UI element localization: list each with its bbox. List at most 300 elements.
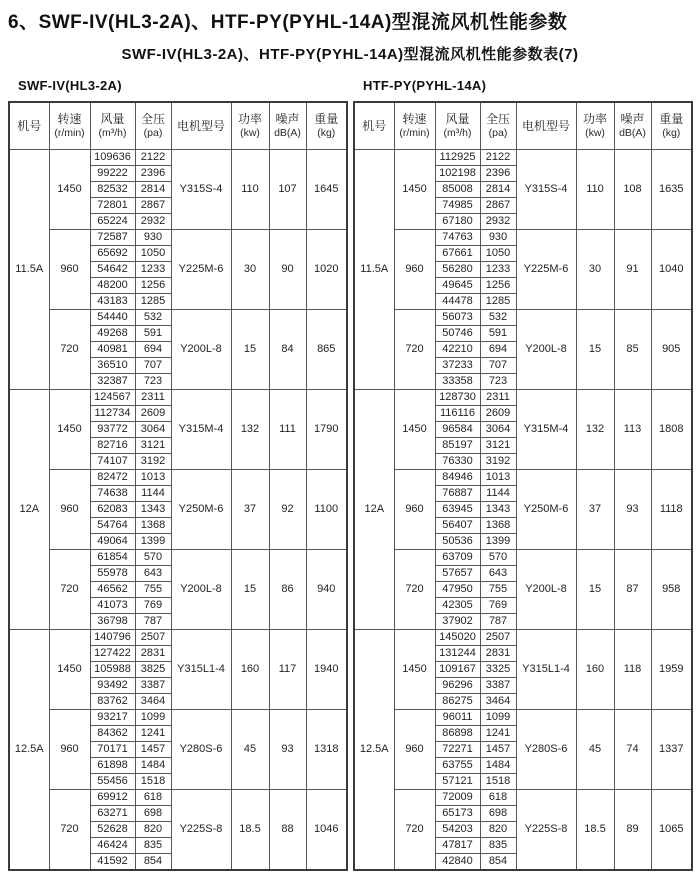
cell-air-flow: 140796	[90, 630, 135, 646]
column-header	[516, 102, 576, 150]
cell-air-flow: 54440	[90, 310, 135, 326]
cell-pressure: 1013	[480, 470, 516, 486]
column-header	[231, 102, 269, 150]
cell-pressure: 532	[480, 310, 516, 326]
cell-weight: 1118	[651, 470, 692, 550]
cell-air-flow: 52628	[90, 822, 135, 838]
cell-air-flow: 55978	[90, 566, 135, 582]
cell-motor-model: Y315M-4	[516, 390, 576, 470]
cell-power: 15	[576, 550, 614, 630]
cell-pressure: 643	[480, 566, 516, 582]
cell-air-flow: 84946	[435, 470, 480, 486]
cell-machine-size: 12A	[354, 390, 394, 630]
table-row	[9, 310, 347, 326]
column-header-unit: (kw)	[585, 127, 605, 139]
cell-speed: 1450	[394, 630, 435, 710]
column-header-main: 噪声	[275, 112, 300, 126]
cell-motor-model: Y315M-4	[171, 390, 231, 470]
fan-spec-table-swf	[8, 101, 348, 871]
cell-air-flow: 128730	[435, 390, 480, 406]
cell-air-flow: 40981	[90, 342, 135, 358]
cell-speed: 960	[394, 710, 435, 790]
cell-air-flow: 69912	[90, 790, 135, 806]
cell-air-flow: 56073	[435, 310, 480, 326]
cell-power: 15	[231, 310, 269, 390]
cell-power: 15	[576, 310, 614, 390]
table-row	[354, 150, 692, 166]
table-row	[9, 470, 347, 486]
cell-pressure: 2932	[135, 214, 171, 230]
cell-air-flow: 112734	[90, 406, 135, 422]
cell-machine-size: 12.5A	[354, 630, 394, 871]
cell-power: 30	[576, 230, 614, 310]
cell-pressure: 2311	[480, 390, 516, 406]
cell-pressure: 3064	[135, 422, 171, 438]
table-row	[354, 630, 692, 646]
cell-pressure: 2507	[480, 630, 516, 646]
cell-pressure: 1241	[135, 726, 171, 742]
table-row	[354, 550, 692, 566]
cell-air-flow: 116116	[435, 406, 480, 422]
cell-pressure: 694	[480, 342, 516, 358]
cell-motor-model: Y225S-8	[171, 790, 231, 871]
cell-pressure: 1457	[135, 742, 171, 758]
cell-pressure: 3064	[480, 422, 516, 438]
cell-air-flow: 56280	[435, 262, 480, 278]
cell-power: 132	[576, 390, 614, 470]
column-header	[135, 102, 171, 150]
cell-noise: 88	[269, 790, 306, 871]
cell-pressure: 1368	[480, 518, 516, 534]
cell-pressure: 1343	[480, 502, 516, 518]
cell-pressure: 707	[480, 358, 516, 374]
cell-pressure: 1256	[135, 278, 171, 294]
cell-speed: 720	[49, 790, 90, 871]
cell-pressure: 570	[480, 550, 516, 566]
cell-air-flow: 85197	[435, 438, 480, 454]
cell-pressure: 3192	[135, 454, 171, 470]
cell-air-flow: 41592	[90, 854, 135, 871]
cell-air-flow: 42210	[435, 342, 480, 358]
column-header-main: 功率	[582, 112, 607, 126]
cell-machine-size: 12A	[9, 390, 49, 630]
cell-weight: 1337	[651, 710, 692, 790]
cell-air-flow: 109167	[435, 662, 480, 678]
cell-air-flow: 61898	[90, 758, 135, 774]
cell-motor-model: Y225S-8	[516, 790, 576, 871]
cell-weight: 1040	[651, 230, 692, 310]
cell-pressure: 3387	[135, 678, 171, 694]
cell-air-flow: 54642	[90, 262, 135, 278]
cell-air-flow: 50746	[435, 326, 480, 342]
cell-pressure: 1013	[135, 470, 171, 486]
cell-air-flow: 54203	[435, 822, 480, 838]
cell-air-flow: 32387	[90, 374, 135, 390]
table-label-htf: HTF-PY(PYHL-14A)	[363, 78, 487, 93]
cell-pressure: 1484	[480, 758, 516, 774]
cell-pressure: 1285	[480, 294, 516, 310]
column-header-main: 机号	[362, 118, 387, 133]
cell-air-flow: 105988	[90, 662, 135, 678]
cell-speed: 720	[49, 550, 90, 630]
cell-air-flow: 56407	[435, 518, 480, 534]
cell-power: 37	[231, 470, 269, 550]
cell-air-flow: 42840	[435, 854, 480, 871]
cell-pressure: 643	[135, 566, 171, 582]
cell-motor-model: Y280S-6	[171, 710, 231, 790]
table-row	[354, 470, 692, 486]
column-header	[394, 102, 435, 150]
cell-air-flow: 65224	[90, 214, 135, 230]
cell-noise: 90	[269, 230, 306, 310]
cell-pressure: 1484	[135, 758, 171, 774]
cell-weight: 1645	[306, 150, 347, 230]
cell-air-flow: 57121	[435, 774, 480, 790]
cell-noise: 108	[614, 150, 651, 230]
column-header-unit: dB(A)	[619, 127, 646, 139]
cell-pressure: 1241	[480, 726, 516, 742]
cell-pressure: 2867	[480, 198, 516, 214]
table-label-swf: SWF-IV(HL3-2A)	[18, 78, 122, 93]
cell-pressure: 694	[135, 342, 171, 358]
cell-air-flow: 63945	[435, 502, 480, 518]
cell-pressure: 2311	[135, 390, 171, 406]
column-header-main: 风量	[445, 112, 470, 126]
cell-pressure: 2122	[135, 150, 171, 166]
cell-air-flow: 50536	[435, 534, 480, 550]
cell-pressure: 3387	[480, 678, 516, 694]
cell-air-flow: 96296	[435, 678, 480, 694]
cell-power: 110	[576, 150, 614, 230]
cell-air-flow: 37902	[435, 614, 480, 630]
cell-pressure: 723	[480, 374, 516, 390]
cell-pressure: 3464	[135, 694, 171, 710]
cell-air-flow: 36798	[90, 614, 135, 630]
column-header	[9, 102, 49, 150]
cell-pressure: 755	[480, 582, 516, 598]
cell-pressure: 2609	[480, 406, 516, 422]
table-row	[354, 310, 692, 326]
cell-power: 18.5	[576, 790, 614, 871]
cell-motor-model: Y200L-8	[516, 310, 576, 390]
column-header-unit: (kg)	[662, 127, 681, 139]
column-header	[171, 102, 231, 150]
cell-pressure: 1518	[135, 774, 171, 790]
cell-motor-model: Y315L1-4	[171, 630, 231, 710]
cell-pressure: 3464	[480, 694, 516, 710]
cell-pressure: 698	[135, 806, 171, 822]
cell-weight: 1808	[651, 390, 692, 470]
cell-pressure: 1233	[135, 262, 171, 278]
table-row	[354, 390, 692, 406]
cell-weight: 958	[651, 550, 692, 630]
cell-pressure: 570	[135, 550, 171, 566]
cell-speed: 1450	[49, 390, 90, 470]
cell-pressure: 2932	[480, 214, 516, 230]
table-block-htf	[353, 78, 692, 871]
cell-pressure: 930	[135, 230, 171, 246]
cell-air-flow: 65173	[435, 806, 480, 822]
cell-pressure: 755	[135, 582, 171, 598]
cell-pressure: 2831	[480, 646, 516, 662]
cell-air-flow: 44478	[435, 294, 480, 310]
cell-speed: 1450	[49, 630, 90, 710]
column-header-main: 噪声	[620, 112, 645, 126]
cell-weight: 940	[306, 550, 347, 630]
cell-pressure: 787	[135, 614, 171, 630]
table-row	[354, 710, 692, 726]
cell-speed: 720	[394, 310, 435, 390]
cell-pressure: 3825	[135, 662, 171, 678]
cell-air-flow: 47817	[435, 838, 480, 854]
cell-pressure: 1399	[480, 534, 516, 550]
column-header-main: 转速	[402, 112, 427, 126]
cell-air-flow: 127422	[90, 646, 135, 662]
cell-pressure: 854	[480, 854, 516, 871]
cell-pressure: 930	[480, 230, 516, 246]
cell-speed: 960	[394, 230, 435, 310]
cell-speed: 1450	[49, 150, 90, 230]
cell-air-flow: 41073	[90, 598, 135, 614]
column-header-main: 全压	[140, 112, 165, 126]
cell-pressure: 1256	[480, 278, 516, 294]
cell-speed: 1450	[394, 150, 435, 230]
cell-pressure: 591	[135, 326, 171, 342]
cell-air-flow: 49064	[90, 534, 135, 550]
table-row	[354, 790, 692, 806]
column-header	[306, 102, 347, 150]
cell-pressure: 3192	[480, 454, 516, 470]
cell-motor-model: Y225M-6	[171, 230, 231, 310]
cell-air-flow: 93217	[90, 710, 135, 726]
cell-motor-model: Y315L1-4	[516, 630, 576, 710]
cell-air-flow: 47950	[435, 582, 480, 598]
cell-noise: 84	[269, 310, 306, 390]
page-title: 6、SWF-IV(HL3-2A)、HTF-PY(PYHL-14A)型混流风机性能参数	[8, 12, 568, 33]
cell-air-flow: 131244	[435, 646, 480, 662]
cell-weight: 1940	[306, 630, 347, 710]
cell-noise: 85	[614, 310, 651, 390]
cell-air-flow: 72801	[90, 198, 135, 214]
cell-pressure: 707	[135, 358, 171, 374]
cell-pressure: 618	[480, 790, 516, 806]
cell-pressure: 854	[135, 854, 171, 871]
cell-pressure: 1099	[480, 710, 516, 726]
cell-pressure: 2122	[480, 150, 516, 166]
cell-noise: 89	[614, 790, 651, 871]
table-row	[9, 550, 347, 566]
cell-air-flow: 93772	[90, 422, 135, 438]
cell-pressure: 2814	[135, 182, 171, 198]
column-header	[435, 102, 480, 150]
column-header-main: 重量	[314, 112, 339, 126]
cell-pressure: 723	[135, 374, 171, 390]
cell-air-flow: 109636	[90, 150, 135, 166]
cell-weight: 1318	[306, 710, 347, 790]
cell-weight: 1959	[651, 630, 692, 710]
cell-air-flow: 86275	[435, 694, 480, 710]
cell-air-flow: 62083	[90, 502, 135, 518]
cell-power: 37	[576, 470, 614, 550]
cell-noise: 113	[614, 390, 651, 470]
cell-power: 45	[231, 710, 269, 790]
column-header-main: 全压	[485, 112, 510, 126]
cell-machine-size: 12.5A	[9, 630, 49, 871]
cell-power: 110	[231, 150, 269, 230]
cell-motor-model: Y200L-8	[516, 550, 576, 630]
cell-noise: 92	[269, 470, 306, 550]
column-header-unit: (kg)	[317, 127, 336, 139]
cell-noise: 117	[269, 630, 306, 710]
cell-air-flow: 49645	[435, 278, 480, 294]
cell-air-flow: 46562	[90, 582, 135, 598]
cell-air-flow: 86898	[435, 726, 480, 742]
cell-air-flow: 72009	[435, 790, 480, 806]
cell-air-flow: 96584	[435, 422, 480, 438]
cell-air-flow: 65692	[90, 246, 135, 262]
cell-air-flow: 72587	[90, 230, 135, 246]
cell-air-flow: 82532	[90, 182, 135, 198]
column-header-unit: (m³/h)	[98, 127, 127, 139]
cell-weight: 1635	[651, 150, 692, 230]
cell-noise: 111	[269, 390, 306, 470]
cell-air-flow: 63271	[90, 806, 135, 822]
cell-air-flow: 74985	[435, 198, 480, 214]
cell-pressure: 1457	[480, 742, 516, 758]
cell-motor-model: Y315S-4	[171, 150, 231, 230]
cell-pressure: 1144	[480, 486, 516, 502]
cell-air-flow: 67180	[435, 214, 480, 230]
cell-pressure: 2396	[480, 166, 516, 182]
cell-air-flow: 33358	[435, 374, 480, 390]
cell-pressure: 820	[480, 822, 516, 838]
cell-air-flow: 82716	[90, 438, 135, 454]
cell-air-flow: 76330	[435, 454, 480, 470]
column-header	[49, 102, 90, 150]
cell-power: 30	[231, 230, 269, 310]
cell-air-flow: 61854	[90, 550, 135, 566]
cell-air-flow: 72271	[435, 742, 480, 758]
cell-power: 45	[576, 710, 614, 790]
cell-air-flow: 55456	[90, 774, 135, 790]
cell-weight: 1046	[306, 790, 347, 871]
cell-air-flow: 124567	[90, 390, 135, 406]
cell-noise: 107	[269, 150, 306, 230]
column-header-unit: (m³/h)	[443, 127, 472, 139]
cell-air-flow: 84362	[90, 726, 135, 742]
cell-pressure: 3325	[480, 662, 516, 678]
cell-weight: 865	[306, 310, 347, 390]
table-row	[9, 150, 347, 166]
cell-pressure: 2396	[135, 166, 171, 182]
cell-pressure: 3121	[480, 438, 516, 454]
cell-air-flow: 93492	[90, 678, 135, 694]
cell-air-flow: 63755	[435, 758, 480, 774]
cell-air-flow: 57657	[435, 566, 480, 582]
column-header-main: 转速	[57, 112, 82, 126]
cell-speed: 960	[394, 470, 435, 550]
column-header	[614, 102, 651, 150]
cell-air-flow: 82472	[90, 470, 135, 486]
cell-air-flow: 36510	[90, 358, 135, 374]
cell-power: 160	[576, 630, 614, 710]
column-header	[269, 102, 306, 150]
cell-motor-model: Y200L-8	[171, 310, 231, 390]
cell-motor-model: Y280S-6	[516, 710, 576, 790]
cell-air-flow: 48200	[90, 278, 135, 294]
cell-air-flow: 145020	[435, 630, 480, 646]
table-row	[9, 230, 347, 246]
cell-noise: 74	[614, 710, 651, 790]
cell-pressure: 835	[135, 838, 171, 854]
cell-air-flow: 83762	[90, 694, 135, 710]
column-header-unit: (pa)	[488, 127, 508, 139]
cell-noise: 86	[269, 550, 306, 630]
cell-weight: 1020	[306, 230, 347, 310]
cell-motor-model: Y225M-6	[516, 230, 576, 310]
column-header	[576, 102, 614, 150]
cell-noise: 93	[614, 470, 651, 550]
column-header-main: 重量	[659, 112, 684, 126]
cell-pressure: 820	[135, 822, 171, 838]
column-header	[480, 102, 516, 150]
column-header-unit: (r/min)	[399, 127, 430, 139]
cell-machine-size: 11.5A	[354, 150, 394, 390]
cell-pressure: 1099	[135, 710, 171, 726]
table-block-swf	[8, 78, 347, 871]
cell-power: 160	[231, 630, 269, 710]
cell-pressure: 1050	[135, 246, 171, 262]
cell-pressure: 1285	[135, 294, 171, 310]
cell-air-flow: 70171	[90, 742, 135, 758]
cell-pressure: 2609	[135, 406, 171, 422]
column-header-main: 风量	[100, 112, 125, 126]
page-subtitle: SWF-IV(HL3-2A)、HTF-PY(PYHL-14A)型混流风机性能参数表(7)	[121, 46, 579, 63]
table-row	[9, 790, 347, 806]
column-header-unit: (pa)	[143, 127, 163, 139]
cell-air-flow: 96011	[435, 710, 480, 726]
cell-motor-model: Y250M-6	[171, 470, 231, 550]
cell-noise: 91	[614, 230, 651, 310]
column-header	[354, 102, 394, 150]
cell-weight: 905	[651, 310, 692, 390]
cell-motor-model: Y250M-6	[516, 470, 576, 550]
cell-pressure: 591	[480, 326, 516, 342]
cell-power: 132	[231, 390, 269, 470]
cell-air-flow: 76887	[435, 486, 480, 502]
cell-air-flow: 74763	[435, 230, 480, 246]
cell-pressure: 769	[135, 598, 171, 614]
cell-air-flow: 74638	[90, 486, 135, 502]
cell-pressure: 2507	[135, 630, 171, 646]
cell-pressure: 618	[135, 790, 171, 806]
column-header-unit: dB(A)	[274, 127, 301, 139]
cell-weight: 1065	[651, 790, 692, 871]
cell-air-flow: 49268	[90, 326, 135, 342]
table-row	[354, 230, 692, 246]
cell-air-flow: 54764	[90, 518, 135, 534]
cell-pressure: 1343	[135, 502, 171, 518]
cell-air-flow: 63709	[435, 550, 480, 566]
cell-air-flow: 74107	[90, 454, 135, 470]
cell-pressure: 1518	[480, 774, 516, 790]
cell-noise: 93	[269, 710, 306, 790]
cell-speed: 960	[49, 230, 90, 310]
cell-air-flow: 43183	[90, 294, 135, 310]
cell-air-flow: 37233	[435, 358, 480, 374]
column-header-main: 电机型号	[521, 118, 570, 133]
column-header-main: 电机型号	[176, 118, 225, 133]
